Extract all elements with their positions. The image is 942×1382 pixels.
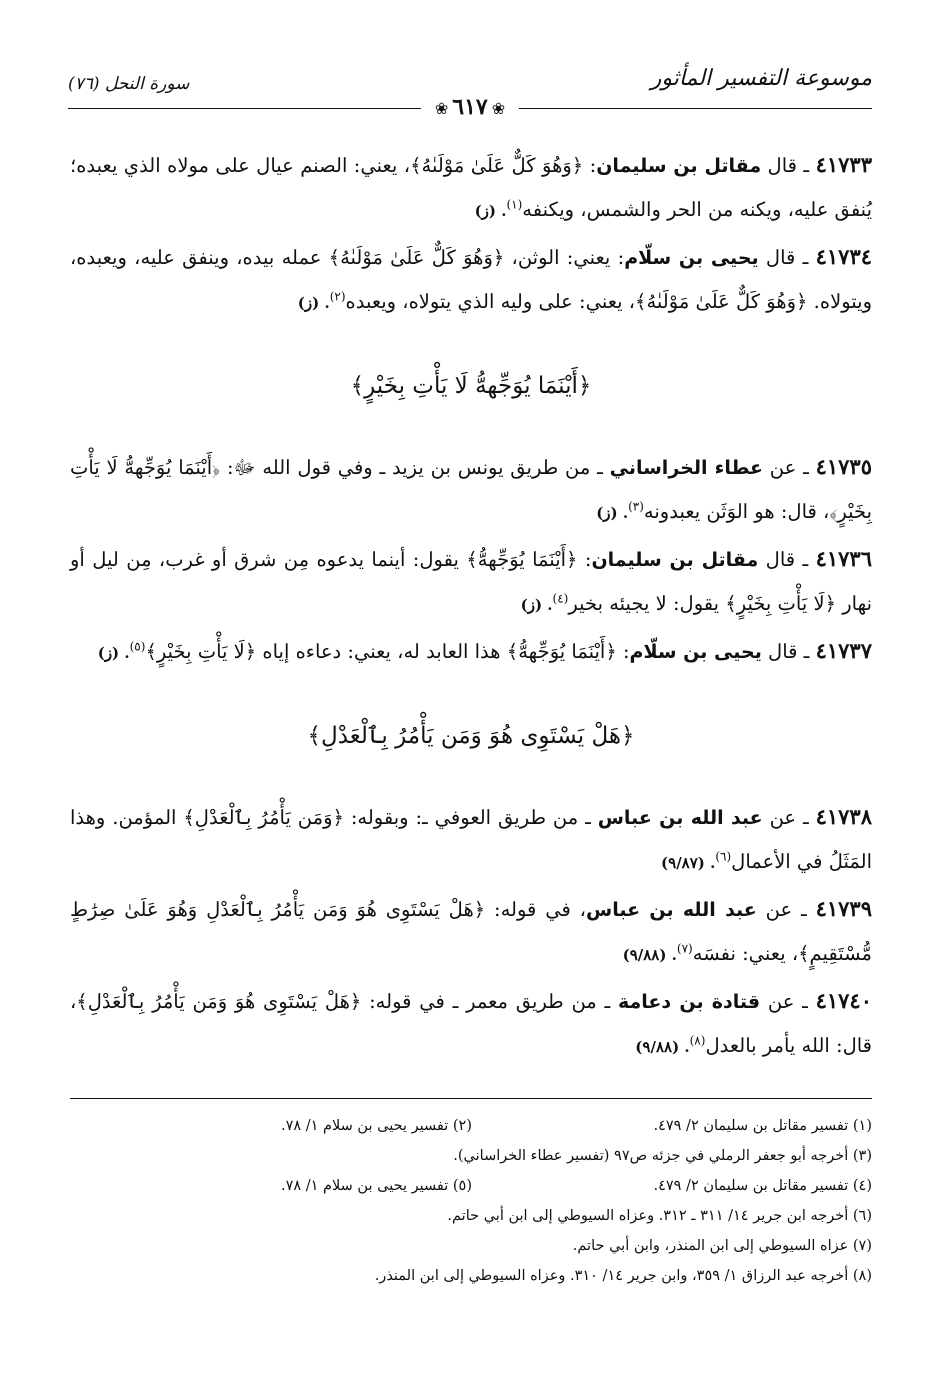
footnote-row: [70, 1231, 872, 1261]
surah-label: سورة النحل (٧٦): [68, 74, 190, 94]
entry-number: ٤١٧٣٧: [815, 638, 872, 663]
footnote-8: (٨) أخرجه عبد الرزاق ١/ ٣٥٩، وابن جرير ١٤/ ٣١٠. وعزاه السيوطي إلى ابن المنذر.: [374, 1268, 872, 1284]
footnote-ref: (١): [506, 197, 523, 212]
footnote-row: [70, 1141, 872, 1171]
entry-prefix: ـ عن: [760, 990, 808, 1013]
source-tag: . (ز): [520, 596, 553, 614]
narrator: يحيى بن سلّام: [629, 641, 762, 663]
entry-41736: [70, 537, 872, 627]
source-tag: . (ز): [97, 644, 130, 662]
entry-prefix: ـ عن: [756, 898, 807, 921]
entry-number: ٤١٧٤٠: [815, 988, 872, 1013]
entry-41734: [70, 235, 872, 325]
entry-41735: [70, 445, 872, 535]
source-tag: . (٩/٨٧): [661, 854, 716, 872]
footnote-6: (٦) أخرجه ابن جرير ١٤/ ٣١١ ـ ٣١٢. وعزاه السيوطي إلى ابن أبي حاتم.: [447, 1208, 872, 1224]
source-tag: . (ز): [596, 504, 629, 522]
entry-text: : ﴿أَيْنَمَا يُوَجِّههُّ﴾ يقول: أينما يدعوه مِن شرق أو غرب، مِن ليل أو نهار ﴿لَا يَأْتِ بِخَيْرٍ﴾ يقول: لا يجيئه بخير: [70, 548, 872, 615]
entry-prefix: ـ قال: [758, 548, 809, 571]
footnote-row: [70, 1111, 872, 1141]
entry-number: ٤١٧٣٤: [815, 244, 873, 269]
entry-prefix: ـ عن: [763, 456, 809, 479]
narrator: عبد الله بن عباس: [585, 899, 757, 921]
entry-prefix: ـ قال: [758, 246, 809, 269]
entry-41739: [70, 887, 872, 977]
page-body: [70, 143, 872, 1071]
footnote-row: [70, 1201, 872, 1231]
narrator: عطاء الخراساني: [609, 457, 764, 479]
entry-number: ٤١٧٣٥: [815, 454, 872, 479]
footnote-rule: [70, 1098, 872, 1099]
entry-number: ٤١٧٣٨: [815, 804, 872, 829]
entry-prefix: ـ قال: [761, 640, 810, 663]
footnote-row: [70, 1261, 872, 1291]
source-tag: . (٩/٨٨): [622, 946, 677, 964]
narrator: مقاتل بن سليمان: [591, 549, 759, 571]
narrator: قتادة بن دعامة: [618, 991, 761, 1013]
footnote-ref: (٦): [715, 849, 732, 864]
ornament-icon: ❀: [491, 99, 506, 118]
footnote-ref: (٥): [129, 639, 146, 654]
footnote-2: (٢) تفسير يحيى بن سلام ١/ ٧٨.: [280, 1118, 472, 1134]
entry-number: ٤١٧٣٦: [815, 546, 872, 571]
entry-prefix: ـ قال: [761, 154, 810, 177]
entry-41738: [70, 795, 872, 885]
entry-number: ٤١٧٣٩: [815, 896, 872, 921]
entry-number: ٤١٧٣٣: [815, 152, 872, 177]
footnote-ref: (٧): [676, 941, 693, 956]
entry-text: ، في قوله: ﴿هَلْ يَسْتَوِى هُوَ وَمَن يَأْمُرُ بِٱلْعَدْلِ وَهُوَ عَلَىٰ صِرَٰطٍ مُّسْتَقِيمٍ﴾، يعني: نفسَه: [70, 898, 872, 965]
footnote-5: (٥) تفسير يحيى بن سلام ١/ ٧٨.: [280, 1178, 472, 1194]
entry-text: : ﴿وَهُوَ كَلٌّ عَلَىٰ مَوْلَىٰهُ﴾، يعني: الصنم عيال على مولاه الذي يعبده؛ يُنفق عليه، ويكنه من الحر والشمس، ويكنفه: [70, 154, 872, 221]
entry-prefix: ـ عن: [762, 806, 809, 829]
entry-41740: [70, 979, 872, 1069]
verse-heading-1: ﴿أَيْنَمَا يُوَجِّههُّ لَا يَأْتِ بِخَيْرٍ﴾: [350, 373, 592, 399]
entry-41737: [70, 629, 872, 675]
footnote-7: (٧) عزاه السيوطي إلى ابن المنذر، وابن أبي حاتم.: [572, 1238, 872, 1254]
footnote-ref: (٤): [552, 591, 569, 606]
entry-text: : يعني: الوثن، ﴿وَهُوَ كَلٌّ عَلَىٰ مَوْلَىٰهُ﴾ عمله بيده، وينفق عليه، ويعبده، ويتولاه. ﴿وَهُوَ كَلٌّ عَلَىٰ مَوْلَىٰهُ﴾، يعني: على وليه الذي يتولاه، ويعبده: [70, 246, 872, 313]
entry-text: ـ من طريق العوفي ـ: وبقوله: ﴿وَمَن يَأْمُرُ بِٱلْعَدْلِ﴾ المؤمن. وهذا المَثَلُ في الأعمال: [70, 806, 872, 873]
entry-41733: [70, 143, 872, 233]
narrator: مقاتل بن سليمان: [596, 155, 762, 177]
narrator: عبد الله بن عباس: [597, 807, 763, 829]
narrator: يحيى بن سلّام: [624, 247, 759, 269]
footnote-1: (١) تفسير مقاتل بن سليمان ٢/ ٤٧٩.: [653, 1118, 872, 1134]
footnote-ref: (٢): [329, 289, 346, 304]
page-number: ٦١٧: [452, 94, 488, 120]
running-header: [68, 62, 872, 122]
entry-text: ـ من طريق معمر ـ في قوله: ﴿هَلْ يَسْتَوِى هُوَ وَمَن يَأْمُرُ بِٱلْعَدْلِ﴾، قال: الله يأمر بالعدل: [70, 990, 872, 1057]
verse-heading-2: ﴿هَلْ يَسْتَوِى هُوَ وَمَن يَأْمُرُ بِٱلْعَدْلِ﴾: [307, 723, 635, 749]
footnote-3: (٣) أخرجه أبو جعفر الرملي في جزئه ص٩٧ (تفسير عطاء الخراساني).: [453, 1148, 872, 1164]
ornament-icon: ❀: [434, 99, 449, 118]
entry-text: ـ من طريق يونس بن يزيد ـ وفي قول الله ﷻ: ﴿أَيْنَمَا يُوَجِّههُّ لَا يَأْتِ بِخَيْرٍ﴾، قال: هو الوَثَن يعبدونه: [70, 456, 872, 523]
page-number-box: [421, 94, 519, 120]
footnote-row: [70, 1171, 872, 1201]
footnote-4: (٤) تفسير مقاتل بن سليمان ٢/ ٤٧٩.: [653, 1178, 872, 1194]
footnotes: [70, 1111, 872, 1291]
source-tag: . (ز): [297, 294, 330, 312]
footnote-ref: (٨): [689, 1033, 706, 1048]
entry-text: : ﴿أَيْنَمَا يُوَجِّههُّ﴾ هذا العابد له، يعني: دعاءه إياه ﴿لَا يَأْتِ بِخَيْرٍ﴾: [145, 640, 630, 663]
source-tag: . (٩/٨٨): [635, 1038, 690, 1056]
source-tag: . (ز): [474, 202, 507, 220]
book-title: موسوعة التفسير المأثور: [650, 66, 872, 91]
footnote-ref: (٣): [628, 499, 644, 514]
